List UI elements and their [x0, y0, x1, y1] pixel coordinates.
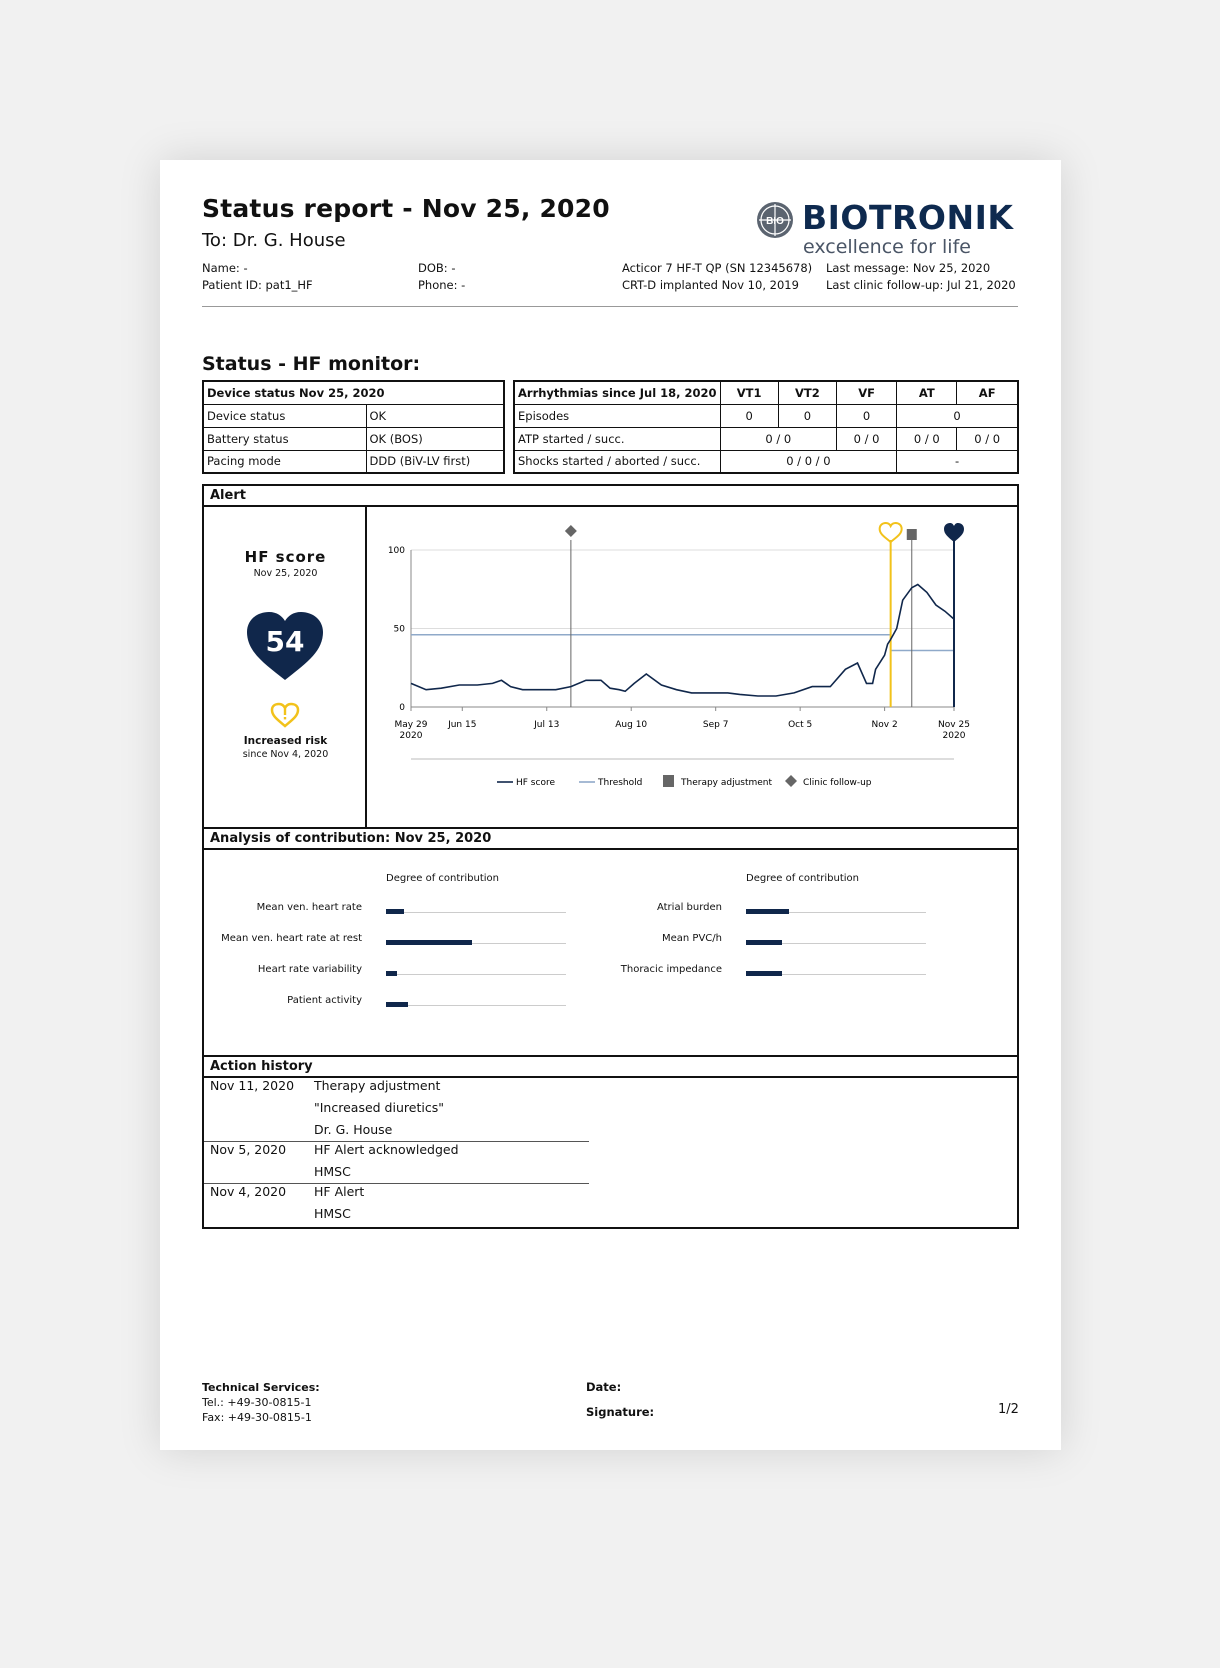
- contribution-track: [386, 974, 566, 975]
- contribution-label: Atrial burden: [656, 902, 722, 913]
- contribution-bar: [386, 909, 404, 914]
- hf-score-panel: [204, 507, 367, 827]
- x-tick-label: 2020: [399, 731, 423, 741]
- x-tick-label: May 29: [394, 720, 428, 730]
- patient-id: Patient ID: pat1_HF: [202, 278, 313, 292]
- heart-icon: [944, 523, 964, 542]
- history-line: HMSC: [314, 1206, 351, 1221]
- history-entry: [204, 1142, 1017, 1186]
- page-number: 1/2: [998, 1402, 1019, 1417]
- hf-score-value: 54: [265, 625, 305, 658]
- x-tick-label: Jun 15: [448, 720, 477, 730]
- y-tick-label: 50: [393, 624, 405, 635]
- degree-of-contribution-title: Degree of contribution: [386, 873, 499, 884]
- contribution-bar: [746, 940, 782, 945]
- clinic-followup-icon: [565, 525, 577, 537]
- table-cell: Episodes: [514, 404, 720, 427]
- hf-score-title: HF score: [244, 548, 327, 566]
- header-divider: [202, 306, 1018, 307]
- contribution-label: Mean ven. heart rate at rest: [221, 933, 362, 944]
- history-line: HF Alert acknowledged: [314, 1142, 459, 1157]
- table-row: [514, 450, 1018, 473]
- history-line: HF Alert: [314, 1184, 365, 1199]
- x-tick-label: Nov 2: [871, 720, 898, 730]
- legend-therapy-icon: [663, 775, 674, 787]
- section-title: Status - HF monitor:: [202, 353, 421, 375]
- device-info-block: [622, 260, 812, 294]
- table-cell: OK (BOS): [366, 427, 504, 450]
- report-recipient: To: Dr. G. House: [202, 230, 346, 251]
- tech-title: Technical Services:: [202, 1381, 320, 1394]
- table-cell: 0 / 0: [720, 427, 836, 450]
- y-tick-label: 0: [399, 703, 405, 713]
- contribution-label: Heart rate variability: [257, 964, 362, 975]
- tech-tel: Tel.: +49-30-0815-1: [202, 1396, 312, 1409]
- warning-heart-icon: [880, 523, 902, 542]
- patient-phone: Phone: -: [418, 278, 466, 292]
- alert-label: Alert: [204, 486, 1017, 507]
- table-row: [203, 404, 504, 427]
- hf-score-date: Nov 25, 2020: [253, 568, 318, 579]
- device-status-header: Device status Nov 25, 2020: [203, 381, 504, 404]
- col-vf: VF: [836, 381, 896, 404]
- history-box: [202, 1055, 1019, 1229]
- col-at: AT: [897, 381, 957, 404]
- device-model: Acticor 7 HF-T QP (SN 12345678): [622, 261, 813, 275]
- x-tick-label: Jul 13: [534, 720, 560, 730]
- last-message: Last message: Nov 25, 2020: [826, 261, 991, 275]
- legend-clinic: Clinic follow-up: [803, 778, 872, 788]
- table-row: [514, 427, 1018, 450]
- contribution-bar: [746, 971, 782, 976]
- therapy-adjustment-icon: [907, 529, 917, 540]
- tech-fax: Fax: +49-30-0815-1: [202, 1411, 312, 1424]
- table-cell: 0 / 0: [897, 427, 957, 450]
- biotronik-logo: [755, 198, 1020, 258]
- warning-heart-icon: [270, 702, 300, 728]
- table-cell: 0 / 0: [957, 427, 1018, 450]
- signature-label: Signature:: [586, 1405, 655, 1419]
- legend-hf-score: HF score: [516, 778, 555, 788]
- last-followup: Last clinic follow-up: Jul 21, 2020: [826, 278, 1016, 292]
- risk-label: Increased risk: [243, 735, 328, 747]
- hf-score-line: [411, 585, 954, 697]
- contribution-bar: [386, 940, 472, 945]
- history-entry: [204, 1078, 1017, 1144]
- history-label: Action history: [204, 1057, 1017, 1078]
- degree-of-contribution-title: Degree of contribution: [746, 873, 859, 884]
- legend-threshold: Threshold: [598, 778, 643, 788]
- contribution-track: [386, 912, 566, 913]
- table-cell: Pacing mode: [203, 450, 366, 473]
- table-row: [203, 427, 504, 450]
- x-tick-label: Nov 25: [938, 720, 970, 730]
- table-cell: -: [897, 450, 1018, 473]
- risk-since: since Nov 4, 2020: [242, 749, 329, 760]
- report-page: [160, 160, 1061, 1450]
- patient-dob: DOB: -: [418, 261, 456, 275]
- table-row: [514, 404, 1018, 427]
- svg-text:BIO: BIO: [766, 216, 784, 227]
- brand-name: BIOTRONIK: [802, 198, 1014, 237]
- table-cell: DDD (BiV-LV first): [366, 450, 504, 473]
- table-cell: 0 / 0: [836, 427, 896, 450]
- col-vt2: VT2: [778, 381, 836, 404]
- history-entry: [204, 1184, 1017, 1228]
- arrhythmia-table: [513, 380, 1019, 474]
- brand-tagline: excellence for life: [803, 236, 971, 258]
- table-cell: 0: [720, 404, 778, 427]
- contribution-label: Analysis of contribution: Nov 25, 2020: [204, 829, 1017, 850]
- legend-clinic-icon: [785, 775, 797, 787]
- table-cell: Shocks started / aborted / succ.: [514, 450, 720, 473]
- history-date: Nov 5, 2020: [210, 1142, 287, 1157]
- contribution-panel: [204, 850, 1017, 1050]
- history-line: Therapy adjustment: [314, 1078, 441, 1093]
- technical-services: [202, 1380, 320, 1425]
- contribution-label: Mean ven. heart rate: [256, 902, 362, 913]
- x-tick-label: Aug 10: [615, 720, 648, 730]
- table-cell: 0 / 0 / 0: [720, 450, 897, 473]
- device-status-table: [202, 380, 505, 474]
- x-tick-label: Oct 5: [788, 720, 813, 730]
- patient-name: Name: -: [202, 261, 248, 275]
- patient-dob-block: [418, 260, 465, 294]
- table-cell: Device status: [203, 404, 366, 427]
- alert-box: [202, 484, 1019, 829]
- date-label: Date:: [586, 1380, 622, 1394]
- bio-logo-icon: [755, 200, 795, 240]
- contribution-bar: [746, 909, 789, 914]
- x-tick-label: 2020: [942, 731, 966, 741]
- history-line: "Increased diuretics": [314, 1100, 444, 1115]
- table-cell: 0: [778, 404, 836, 427]
- legend-therapy: Therapy adjustment: [681, 778, 773, 788]
- history-line: HMSC: [314, 1164, 351, 1179]
- arrhythmia-header: Arrhythmias since Jul 18, 2020: [514, 381, 720, 404]
- y-tick-label: 100: [387, 546, 405, 556]
- table-cell: OK: [366, 404, 504, 427]
- hf-score-chart: [369, 507, 1017, 827]
- history-date: Nov 11, 2020: [210, 1078, 295, 1093]
- contribution-bar: [386, 971, 397, 976]
- report-title: Status report - Nov 25, 2020: [202, 194, 610, 223]
- table-cell: ATP started / succ.: [514, 427, 720, 450]
- col-vt1: VT1: [720, 381, 778, 404]
- contribution-bar: [386, 1002, 408, 1007]
- table-cell: 0: [897, 404, 1018, 427]
- table-row: [203, 450, 504, 473]
- message-info-block: [826, 260, 1016, 294]
- col-af: AF: [957, 381, 1018, 404]
- contribution-label: Mean PVC/h: [662, 933, 722, 944]
- device-implant: CRT-D implanted Nov 10, 2019: [622, 278, 799, 292]
- contribution-track: [386, 1005, 566, 1006]
- x-tick-label: Sep 7: [702, 720, 729, 730]
- contribution-box: [202, 827, 1019, 1057]
- table-cell: 0: [836, 404, 896, 427]
- history-line: Dr. G. House: [314, 1122, 393, 1137]
- patient-name-block: [202, 260, 313, 294]
- table-cell: Battery status: [203, 427, 366, 450]
- contribution-label: Thoracic impedance: [620, 964, 722, 975]
- history-date: Nov 4, 2020: [210, 1184, 287, 1199]
- contribution-label: Patient activity: [287, 995, 362, 1006]
